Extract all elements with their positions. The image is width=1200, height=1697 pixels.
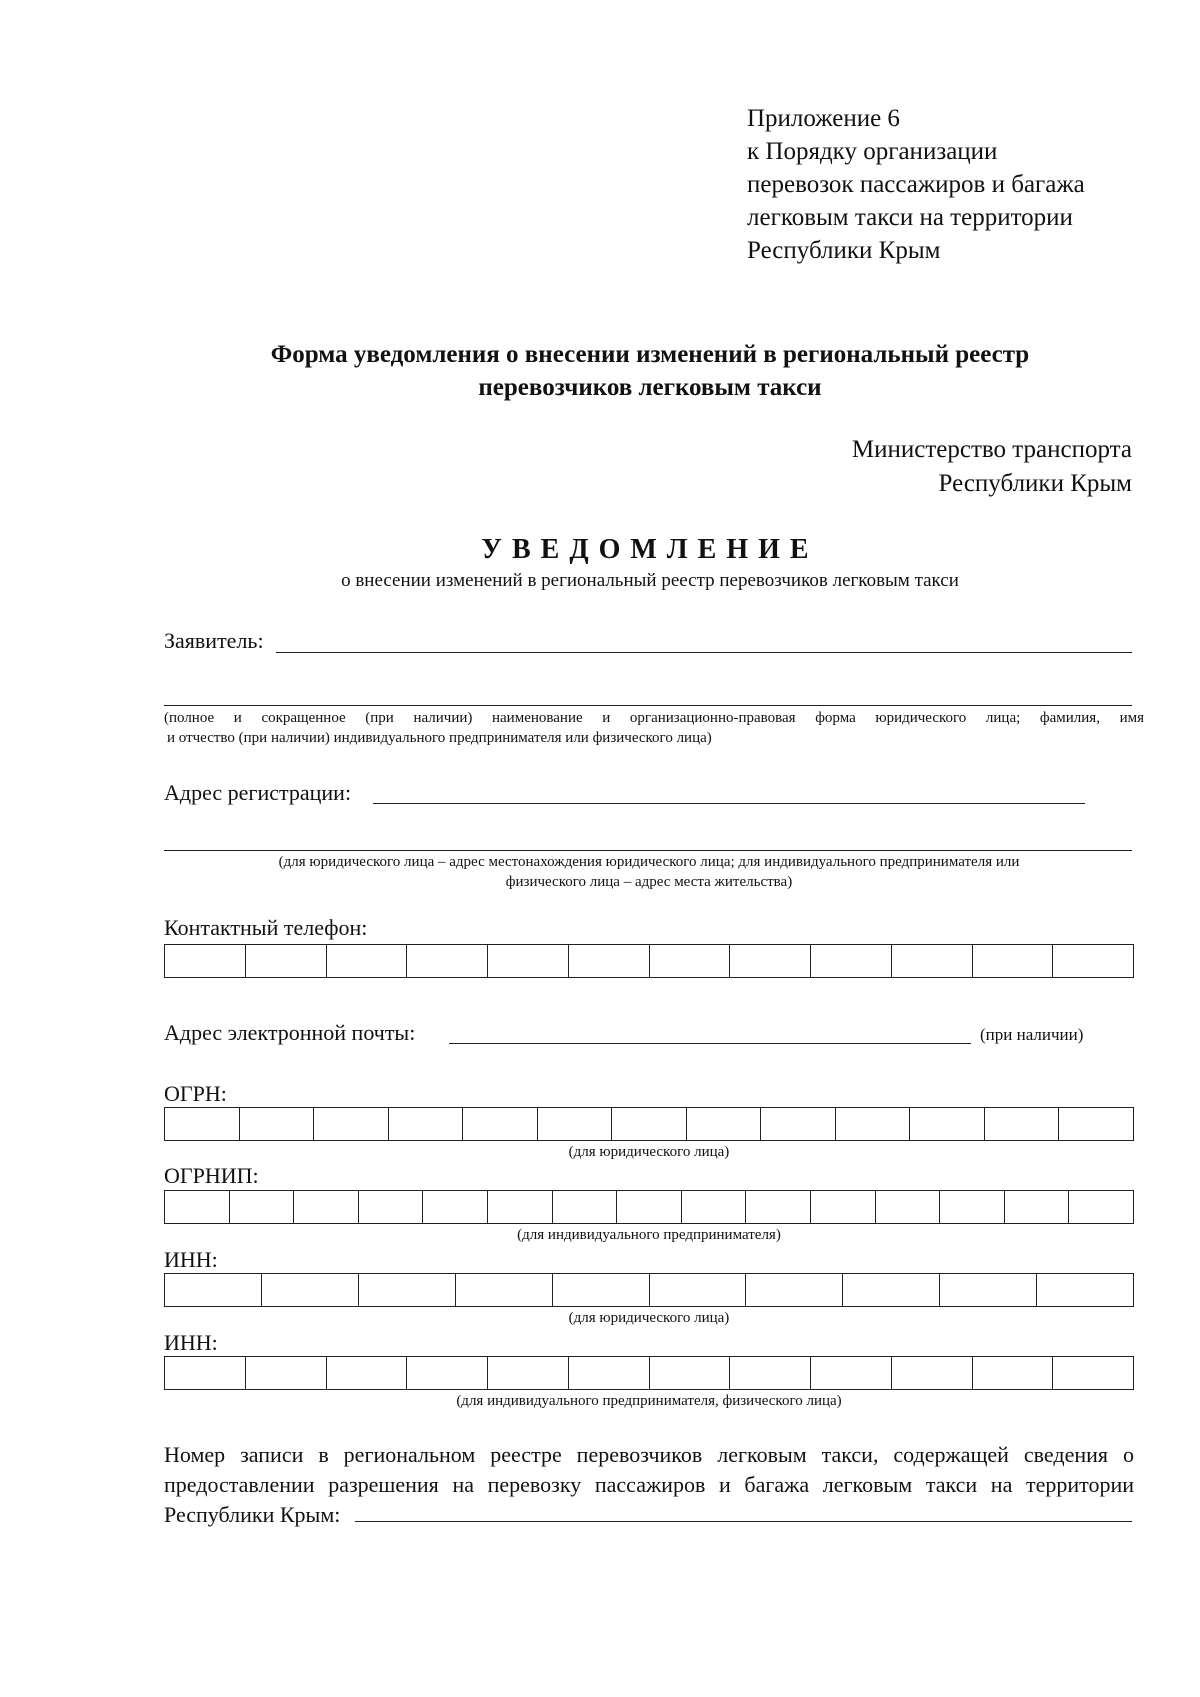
- inn-legal-digit-boxes[interactable]: [164, 1273, 1134, 1307]
- digit-cell[interactable]: [843, 1274, 940, 1306]
- digit-cell[interactable]: [1053, 1357, 1133, 1389]
- registry-number-line: предоставлении разрешения на перевозку пассажиров и багажа легковым такси на территории: [164, 1472, 1134, 1497]
- digit-cell[interactable]: [538, 1108, 613, 1140]
- digit-cell[interactable]: [569, 945, 650, 977]
- ogrn-hint: (для юридического лица): [568, 1144, 730, 1160]
- recipient-block: [712, 433, 1132, 501]
- email-note: (при наличии): [980, 1025, 1084, 1044]
- ogrn-digit-boxes[interactable]: [164, 1107, 1134, 1141]
- digit-cell[interactable]: [985, 1108, 1060, 1140]
- appendix-block: [747, 102, 1167, 267]
- digit-cell[interactable]: [682, 1191, 747, 1223]
- digit-cell[interactable]: [456, 1274, 553, 1306]
- inn-individual-hint: (для индивидуального предпринимателя, физического лица): [456, 1393, 842, 1409]
- ogrn-label: ОГРН:: [164, 1081, 227, 1106]
- digit-cell[interactable]: [230, 1191, 295, 1223]
- digit-cell[interactable]: [940, 1274, 1037, 1306]
- digit-cell[interactable]: [488, 945, 569, 977]
- email-label: Адрес электронной почты:: [164, 1020, 416, 1045]
- registry-number-label: Республики Крым:: [164, 1502, 341, 1527]
- digit-cell[interactable]: [407, 1357, 488, 1389]
- ogrnip-hint: (для индивидуального предпринимателя): [517, 1227, 781, 1243]
- phone-digit-boxes[interactable]: [164, 944, 1134, 978]
- digit-cell[interactable]: [294, 1191, 359, 1223]
- digit-cell[interactable]: [165, 1108, 240, 1140]
- inn-legal-hint: (для юридического лица): [568, 1310, 730, 1326]
- appendix-line: Приложение 6: [747, 105, 900, 132]
- recipient-line: Республики Крым: [938, 470, 1132, 497]
- digit-cell[interactable]: [650, 1357, 731, 1389]
- address-hint-2: физического лица – адрес места жительства): [505, 874, 793, 890]
- appendix-line: Республики Крым: [747, 237, 941, 264]
- registry-number-field[interactable]: [355, 1521, 1132, 1522]
- appendix-line: к Порядку организации: [747, 138, 998, 165]
- digit-cell[interactable]: [973, 945, 1054, 977]
- recipient-line: Министерство транспорта: [851, 436, 1132, 463]
- digit-cell[interactable]: [612, 1108, 687, 1140]
- digit-cell[interactable]: [1059, 1108, 1133, 1140]
- ogrnip-digit-boxes[interactable]: [164, 1190, 1134, 1224]
- digit-cell[interactable]: [327, 945, 408, 977]
- notice-subtitle: о внесении изменений в региональный реестр перевозчиков легковым такси: [341, 570, 959, 591]
- inn-legal-label: ИНН:: [164, 1247, 218, 1272]
- digit-cell[interactable]: [1053, 945, 1133, 977]
- address-label: Адрес регистрации:: [164, 780, 352, 805]
- inn-individual-label: ИНН:: [164, 1330, 218, 1355]
- digit-cell[interactable]: [973, 1357, 1054, 1389]
- digit-cell[interactable]: [553, 1274, 650, 1306]
- address-field[interactable]: [373, 803, 1085, 804]
- digit-cell[interactable]: [262, 1274, 359, 1306]
- digit-cell[interactable]: [761, 1108, 836, 1140]
- digit-cell[interactable]: [569, 1357, 650, 1389]
- digit-cell[interactable]: [463, 1108, 538, 1140]
- appendix-line: перевозок пассажиров и багажа: [747, 171, 1085, 198]
- applicant-label: Заявитель:: [164, 628, 264, 653]
- digit-cell[interactable]: [423, 1191, 488, 1223]
- ogrnip-label: ОГРНИП:: [164, 1163, 259, 1188]
- digit-cell[interactable]: [876, 1191, 941, 1223]
- applicant-hint-2: и отчество (при наличии) индивидуального предпринимателя или физического лица): [167, 730, 712, 746]
- digit-cell[interactable]: [488, 1191, 553, 1223]
- digit-cell[interactable]: [246, 1357, 327, 1389]
- digit-cell[interactable]: [811, 1191, 876, 1223]
- digit-cell[interactable]: [811, 1357, 892, 1389]
- digit-cell[interactable]: [488, 1357, 569, 1389]
- digit-cell[interactable]: [389, 1108, 464, 1140]
- digit-cell[interactable]: [650, 1274, 747, 1306]
- registry-number-line: Номер записи в региональном реестре перевозчиков легковым такси, содержащей сведения о: [164, 1442, 1134, 1467]
- address-hint-1: (для юридического лица – адрес местонахождения юридического лица; для индивидуального предпринимателя или: [278, 854, 1020, 870]
- digit-cell[interactable]: [1037, 1274, 1133, 1306]
- digit-cell[interactable]: [327, 1357, 408, 1389]
- digit-cell[interactable]: [730, 1357, 811, 1389]
- digit-cell[interactable]: [1005, 1191, 1070, 1223]
- digit-cell[interactable]: [246, 945, 327, 977]
- inn-individual-digit-boxes[interactable]: [164, 1356, 1134, 1390]
- digit-cell[interactable]: [407, 945, 488, 977]
- notice-title: УВЕДОМЛЕНИЕ: [481, 534, 819, 565]
- digit-cell[interactable]: [1069, 1191, 1133, 1223]
- digit-cell[interactable]: [746, 1191, 811, 1223]
- digit-cell[interactable]: [359, 1191, 424, 1223]
- digit-cell[interactable]: [165, 1357, 246, 1389]
- applicant-field[interactable]: [276, 652, 1132, 653]
- address-field-line2[interactable]: [164, 850, 1132, 851]
- digit-cell[interactable]: [811, 945, 892, 977]
- digit-cell[interactable]: [165, 1191, 230, 1223]
- digit-cell[interactable]: [910, 1108, 985, 1140]
- applicant-hint-1: (полное и сокращенное (при наличии) наименование и организационно-правовая форма юридического лица; фамилия, имя: [164, 710, 1144, 726]
- applicant-field-line2[interactable]: [164, 705, 1132, 706]
- digit-cell[interactable]: [617, 1191, 682, 1223]
- digit-cell[interactable]: [553, 1191, 618, 1223]
- form-title: [160, 338, 1140, 404]
- digit-cell[interactable]: [314, 1108, 389, 1140]
- digit-cell[interactable]: [165, 1274, 262, 1306]
- digit-cell[interactable]: [687, 1108, 762, 1140]
- digit-cell[interactable]: [892, 1357, 973, 1389]
- digit-cell[interactable]: [240, 1108, 315, 1140]
- digit-cell[interactable]: [940, 1191, 1005, 1223]
- registry-number-block: [164, 1440, 1134, 1530]
- phone-label: Контактный телефон:: [164, 915, 368, 940]
- digit-cell[interactable]: [836, 1108, 911, 1140]
- form-title-line: перевозчиков легковым такси: [478, 374, 822, 401]
- form-title-line: Форма уведомления о внесении изменений в региональный реестр: [270, 341, 1030, 368]
- digit-cell[interactable]: [650, 945, 731, 977]
- digit-cell[interactable]: [746, 1274, 843, 1306]
- email-field[interactable]: [449, 1043, 971, 1044]
- digit-cell[interactable]: [359, 1274, 456, 1306]
- appendix-line: легковым такси на территории: [747, 204, 1073, 231]
- digit-cell[interactable]: [892, 945, 973, 977]
- digit-cell[interactable]: [730, 945, 811, 977]
- digit-cell[interactable]: [165, 945, 246, 977]
